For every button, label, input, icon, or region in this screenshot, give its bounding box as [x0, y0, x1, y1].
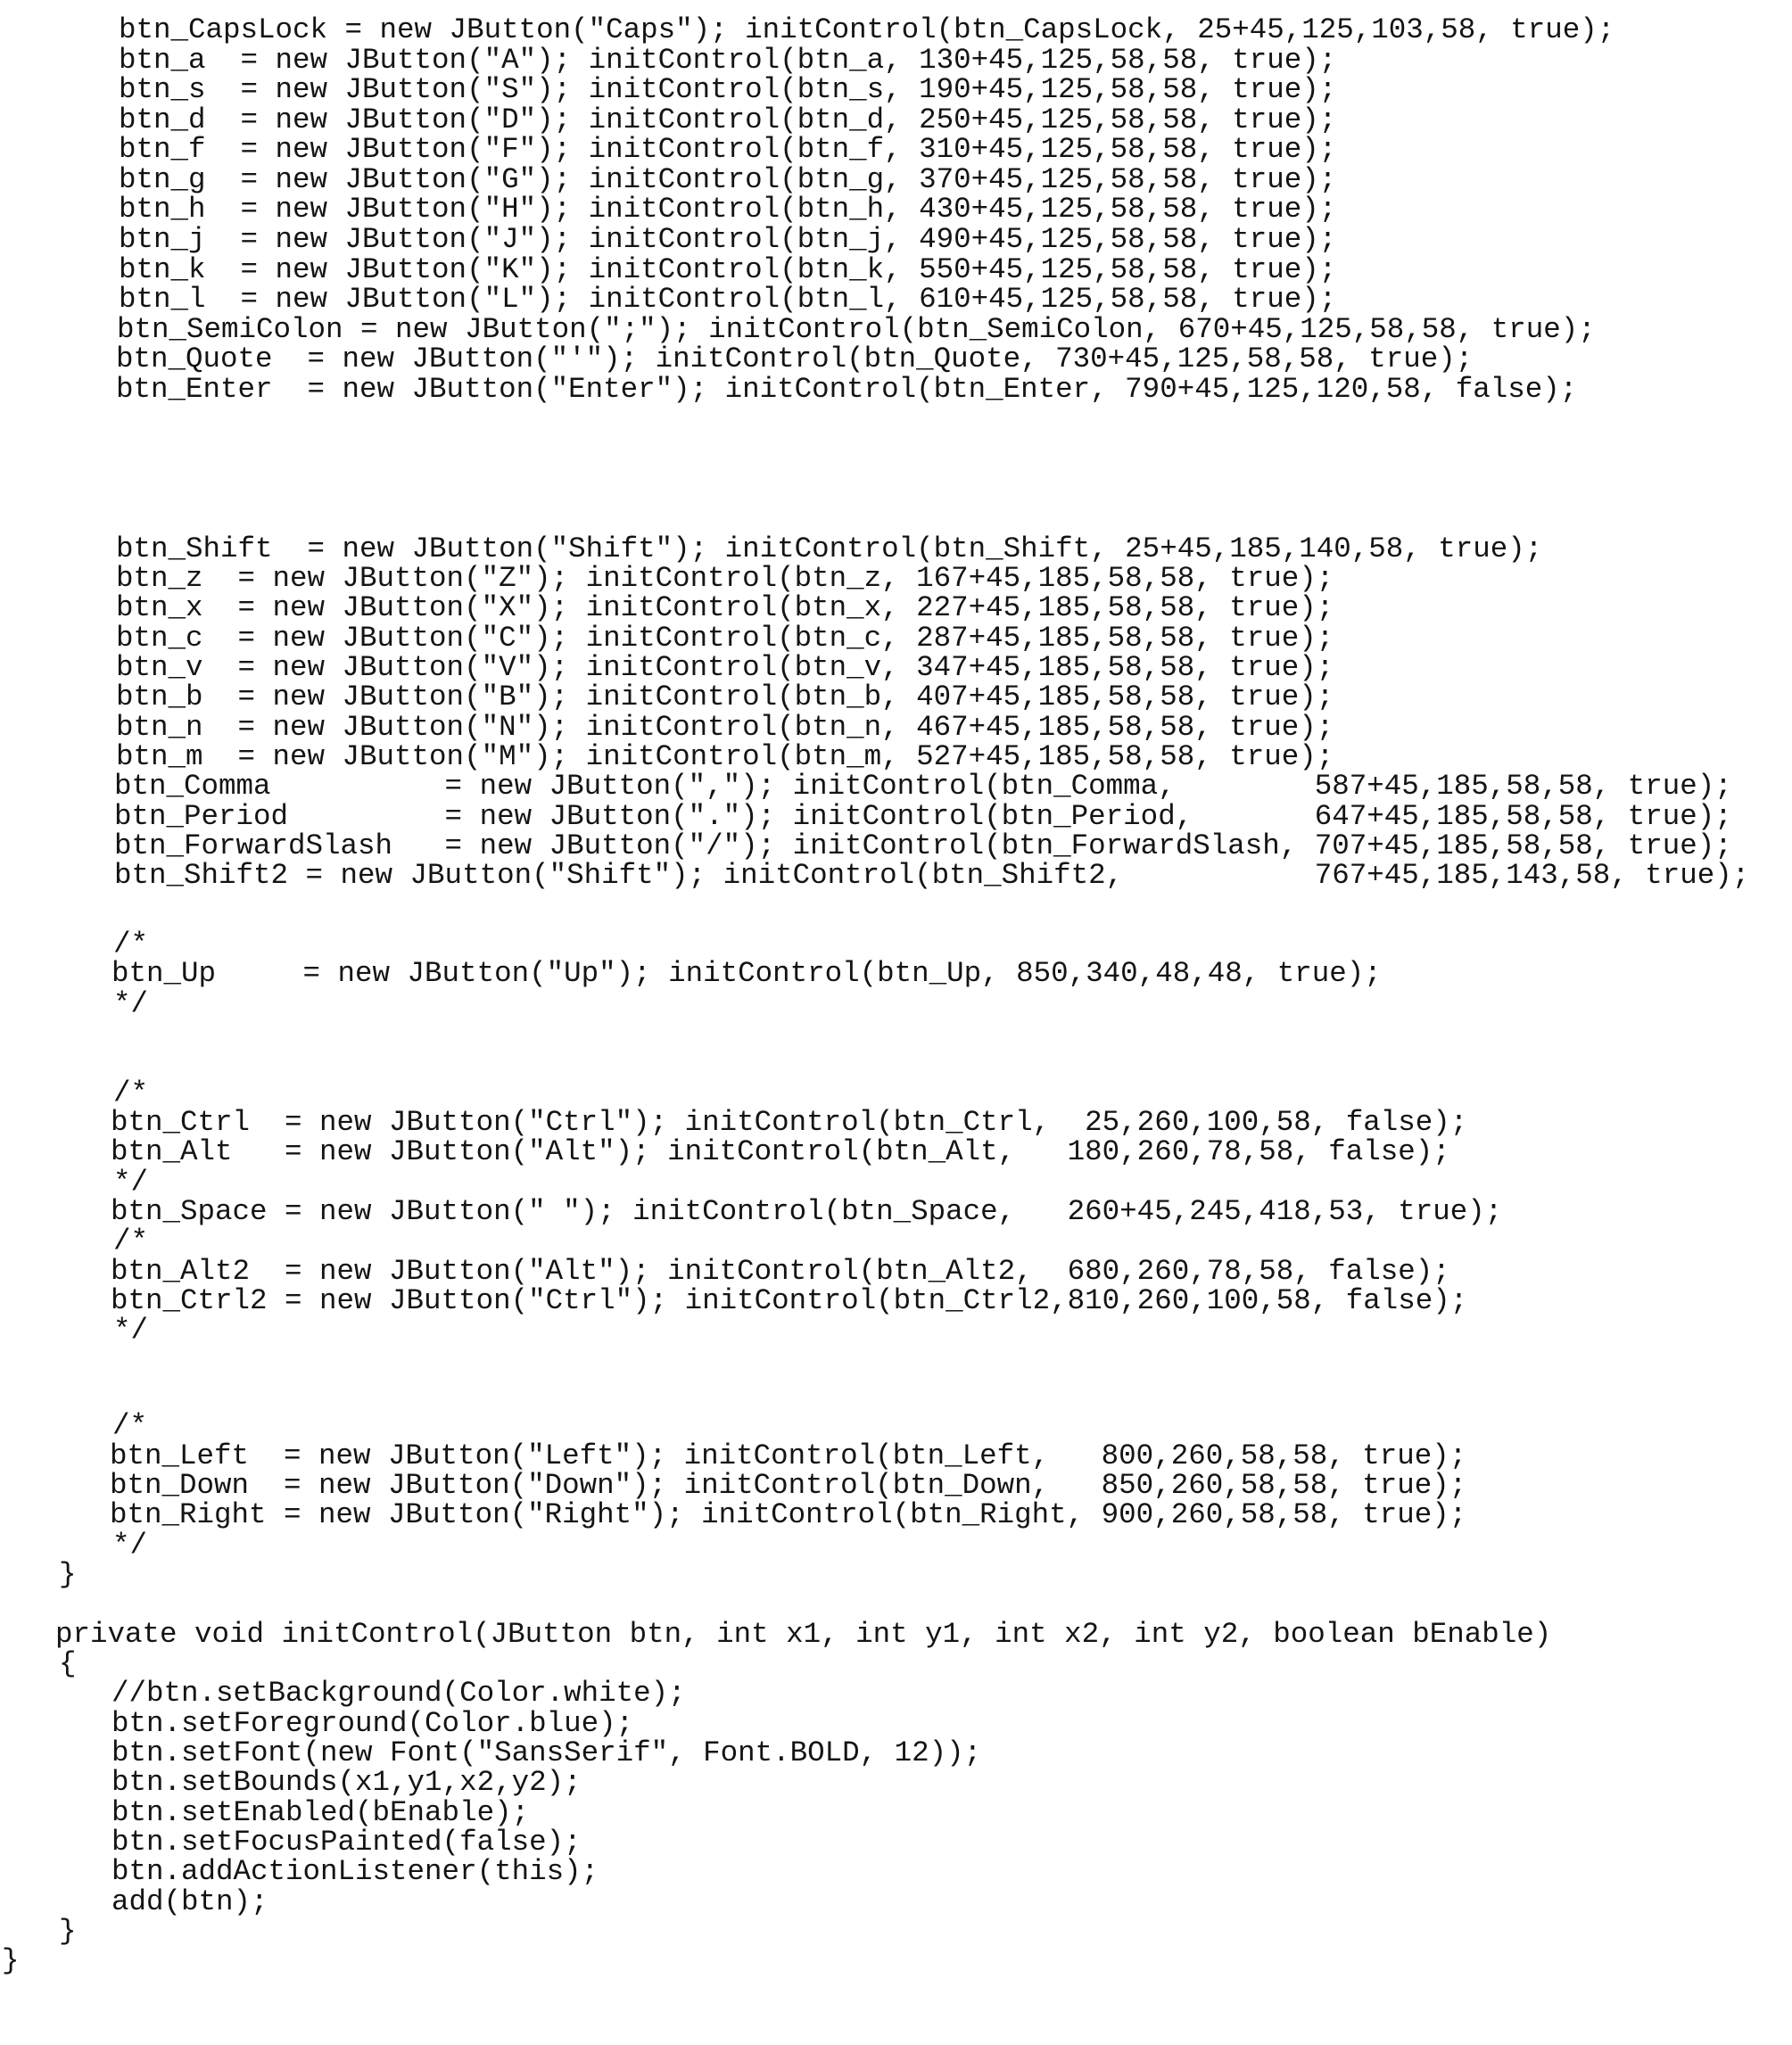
- code-line-left: btn_Left = new JButton("Left"); initControl(btn_Left, 800,260,58,58, true);: [110, 1439, 1467, 1472]
- comment-open: /*: [113, 1076, 149, 1109]
- code-line-space: btn_Space = new JButton(" "); initControl(btn_Space, 260+45,245,418,53, true);: [111, 1195, 1503, 1228]
- code-line-set-enabled: btn.setEnabled(bEnable);: [111, 1796, 530, 1829]
- init-control-close-brace: }: [59, 1915, 77, 1948]
- code-line-btn-l: btn_l = new JButton("L"); initControl(btn_l, 610+45,125,58,58, true);: [119, 283, 1337, 316]
- code-line-btn-f: btn_f = new JButton("F"); initControl(btn_f, 310+45,125,58,58, true);: [119, 133, 1337, 166]
- method-close-brace: }: [59, 1558, 77, 1591]
- comment-open: /*: [113, 1225, 149, 1258]
- code-line-quote: btn_Quote = new JButton("'"); initControl(btn_Quote, 730+45,125,58,58, true);: [116, 342, 1474, 375]
- code-line-shift2: btn_Shift2 = new JButton("Shift"); initControl(btn_Shift2, 767+45,185,143,58, true);: [114, 859, 1750, 892]
- code-line-btn-s: btn_s = new JButton("S"); initControl(btn_s, 190+45,125,58,58, true);: [119, 73, 1337, 106]
- comment-close: */: [113, 1166, 149, 1199]
- comment-open: /*: [112, 1409, 148, 1442]
- code-line-btn-c: btn_c = new JButton("C"); initControl(btn_c, 287+45,185,58,58, true);: [116, 622, 1334, 655]
- code-line-set-bounds: btn.setBounds(x1,y1,x2,y2);: [111, 1766, 582, 1799]
- code-line-btn-g: btn_g = new JButton("G"); initControl(btn_g, 370+45,125,58,58, true);: [119, 163, 1337, 196]
- code-line-set-focus-painted: btn.setFocusPainted(false);: [111, 1826, 582, 1859]
- class-close-brace: }: [2, 1944, 20, 1977]
- init-control-signature: private void initControl(JButton btn, int x1, int y1, int x2, int y2, boolean bEnable): [55, 1618, 1552, 1651]
- code-line-btn-a: btn_a = new JButton("A"); initControl(btn_a, 130+45,125,58,58, true);: [119, 44, 1337, 77]
- code-line-add-action-listener: btn.addActionListener(this);: [111, 1855, 599, 1888]
- code-line-btn-n: btn_n = new JButton("N"); initControl(btn_n, 467+45,185,58,58, true);: [116, 711, 1334, 744]
- code-line-btn-b: btn_b = new JButton("B"); initControl(btn_b, 407+45,185,58,58, true);: [116, 680, 1334, 713]
- code-line-btn-z: btn_z = new JButton("Z"); initControl(btn_z, 167+45,185,58,58, true);: [116, 562, 1334, 595]
- code-line-up: btn_Up = new JButton("Up"); initControl(btn_Up, 850,340,48,48, true);: [111, 957, 1382, 990]
- init-control-open-brace: {: [59, 1647, 77, 1680]
- code-line-enter: btn_Enter = new JButton("Enter"); initControl(btn_Enter, 790+45,125,120,58, false);: [116, 373, 1578, 406]
- code-line-comma: btn_Comma = new JButton(","); initControl(btn_Comma, 587+45,185,58,58, true);: [114, 770, 1732, 803]
- code-line-add-btn: add(btn);: [111, 1885, 268, 1918]
- code-line-btn-m: btn_m = new JButton("M"); initControl(btn_m, 527+45,185,58,58, true);: [116, 740, 1334, 773]
- code-line-btn-k: btn_k = new JButton("K"); initControl(btn_k, 550+45,125,58,58, true);: [119, 253, 1337, 286]
- code-line-set-background: //btn.setBackground(Color.white);: [111, 1677, 686, 1710]
- code-line-semicolon: btn_SemiColon = new JButton(";"); initControl(btn_SemiColon, 670+45,125,58,58, true);: [117, 313, 1596, 346]
- comment-close: */: [113, 1314, 149, 1347]
- code-line-alt: btn_Alt = new JButton("Alt"); initControl(btn_Alt, 180,260,78,58, false);: [111, 1135, 1450, 1168]
- code-line-set-font: btn.setFont(new Font("SansSerif", Font.BOLD, 12));: [111, 1736, 982, 1769]
- code-line-shift: btn_Shift = new JButton("Shift"); initControl(btn_Shift, 25+45,185,140,58, true);: [116, 532, 1543, 565]
- code-line-capslock: btn_CapsLock = new JButton("Caps"); initControl(btn_CapsLock, 25+45,125,103,58, true);: [119, 13, 1615, 46]
- code-line-btn-j: btn_j = new JButton("J"); initControl(btn_j, 490+45,125,58,58, true);: [119, 223, 1337, 256]
- code-line-period: btn_Period = new JButton("."); initControl(btn_Period, 647+45,185,58,58, true);: [114, 800, 1732, 833]
- comment-open: /*: [113, 928, 149, 961]
- comment-close: */: [112, 1529, 148, 1562]
- code-line-btn-h: btn_h = new JButton("H"); initControl(btn_h, 430+45,125,58,58, true);: [119, 193, 1337, 226]
- comment-close: */: [113, 987, 149, 1020]
- code-line-forwardslash: btn_ForwardSlash = new JButton("/"); initControl(btn_ForwardSlash, 707+45,185,58,58, true);: [114, 829, 1732, 862]
- code-line-btn-d: btn_d = new JButton("D"); initControl(btn_d, 250+45,125,58,58, true);: [119, 103, 1337, 136]
- code-line-down: btn_Down = new JButton("Down"); initControl(btn_Down, 850,260,58,58, true);: [110, 1469, 1467, 1502]
- code-line-set-foreground: btn.setForeground(Color.blue);: [111, 1707, 634, 1740]
- code-line-right: btn_Right = new JButton("Right"); initControl(btn_Right, 900,260,58,58, true);: [110, 1498, 1467, 1531]
- code-line-btn-x: btn_x = new JButton("X"); initControl(btn_x, 227+45,185,58,58, true);: [116, 591, 1334, 624]
- code-line-alt2: btn_Alt2 = new JButton("Alt"); initControl(btn_Alt2, 680,260,78,58, false);: [111, 1255, 1450, 1288]
- code-line-btn-v: btn_v = new JButton("V"); initControl(btn_v, 347+45,185,58,58, true);: [116, 651, 1334, 684]
- code-line-ctrl2: btn_Ctrl2 = new JButton("Ctrl"); initControl(btn_Ctrl2,810,260,100,58, false);: [111, 1284, 1468, 1317]
- code-line-ctrl: btn_Ctrl = new JButton("Ctrl"); initControl(btn_Ctrl, 25,260,100,58, false);: [111, 1106, 1468, 1139]
